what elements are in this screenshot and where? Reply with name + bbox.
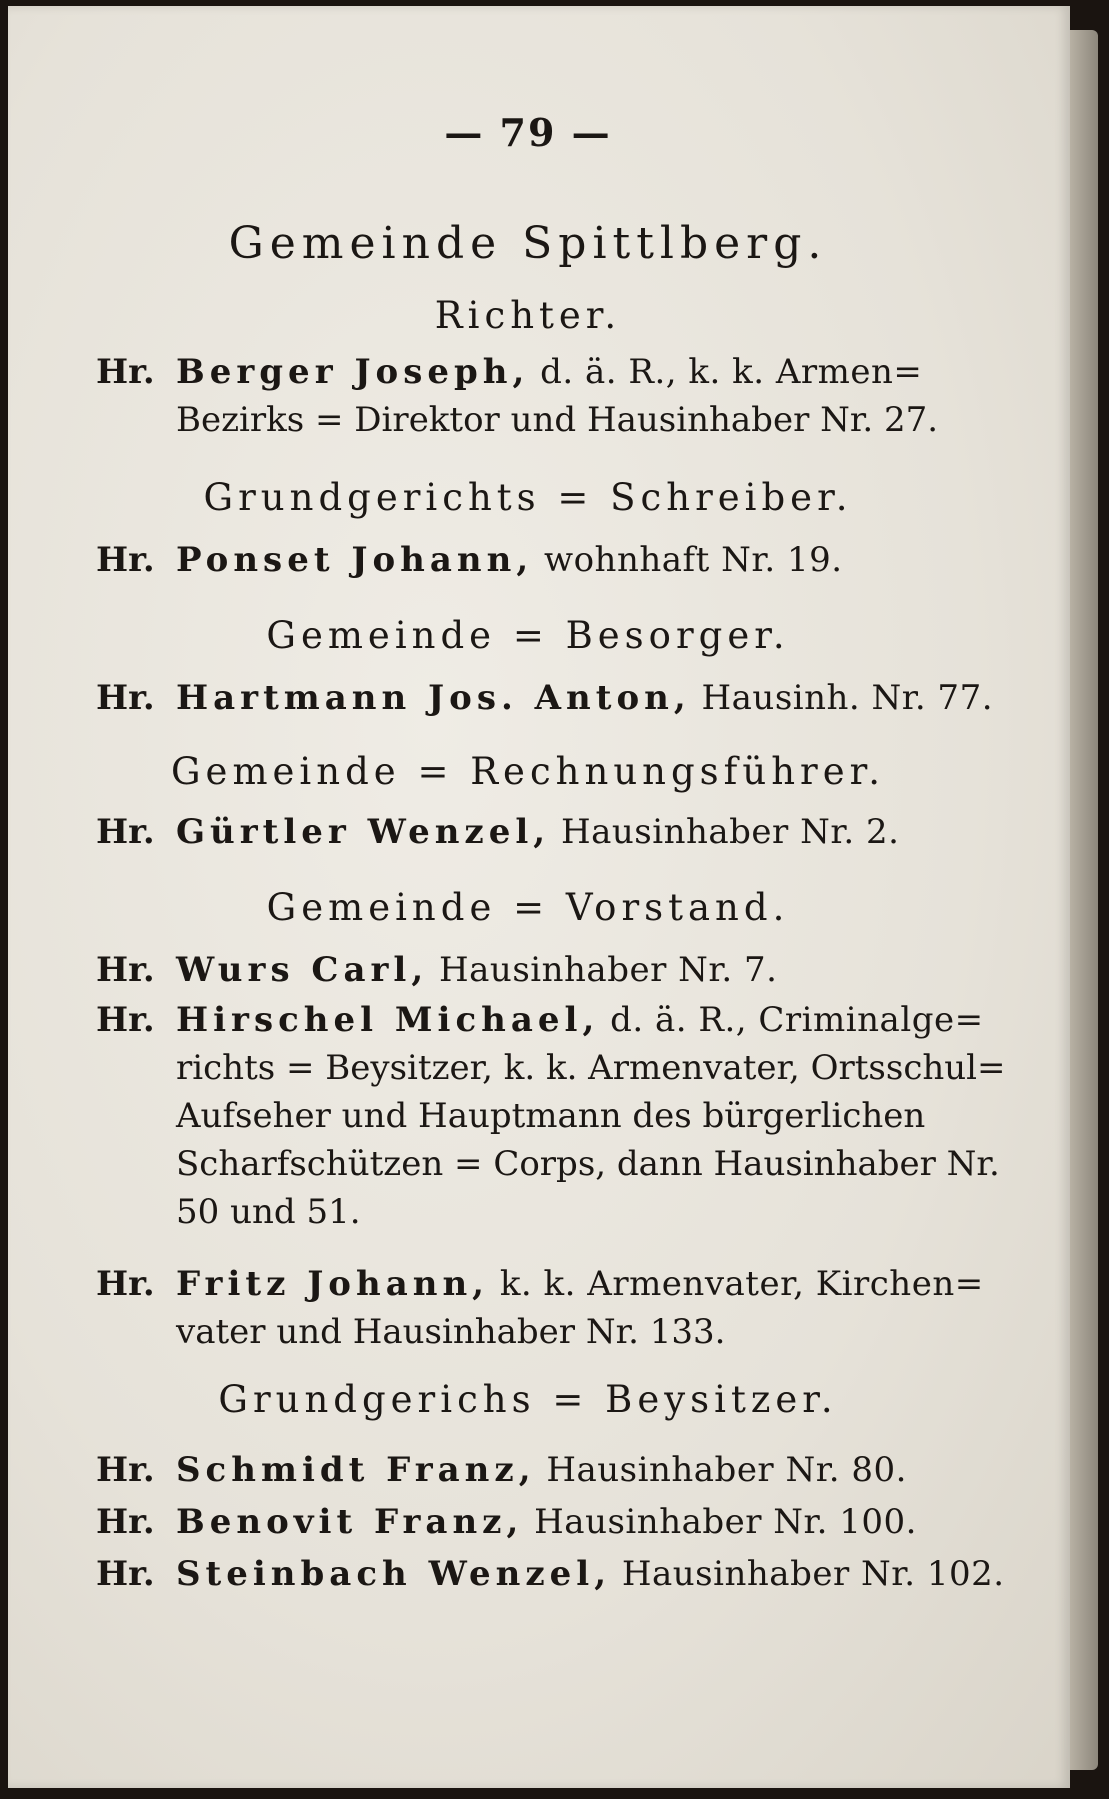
entry-hartmann-anton [96, 674, 994, 722]
section-heading-schreiber: Grundgerichts = Schreiber. [203, 476, 853, 519]
entry-prefix: Hr. [96, 352, 155, 392]
entry-ponset-johann [96, 536, 976, 584]
entry-prefix: Hr. [96, 1264, 155, 1304]
entry-prefix: Hr. [96, 1450, 155, 1490]
entry-name: Benovit Franz, [176, 1502, 524, 1542]
entry-name: Ponset Johann, [176, 540, 534, 580]
entry-berger-joseph [96, 348, 976, 444]
section-heading-beysitzer: Grundgerichs = Beysitzer. [218, 1378, 838, 1421]
entry-prefix: Hr. [96, 1502, 155, 1542]
entry-name: Berger Joseph, [176, 352, 530, 392]
entry-prefix: Hr. [96, 540, 155, 580]
entry-line: vater und Hausinhaber Nr. 133. [176, 1312, 726, 1352]
entry-fritz-johann [96, 1260, 984, 1356]
page-sheet [8, 6, 1070, 1788]
section-heading-vorstand: Gemeinde = Vorstand. [266, 886, 790, 929]
entry-line: Hausinhaber Nr. 2. [560, 812, 900, 852]
entry-benovit-franz [96, 1498, 976, 1546]
section-heading-rechnungsfuehrer: Gemeinde = Rechnungsführer. [171, 750, 885, 793]
section-heading-richter: Richter. [434, 294, 622, 337]
entry-line: d. ä. R., k. k. Armen= [540, 352, 923, 392]
entry-name: Steinbach Wenzel, [176, 1554, 612, 1594]
entry-line: Hausinh. Nr. 77. [701, 678, 994, 718]
entry-name: Gürtler Wenzel, [176, 812, 551, 852]
entry-prefix: Hr. [96, 950, 155, 990]
entry-name: Hirschel Michael, [176, 1000, 600, 1040]
entry-line: k. k. Armenvater, Kirchen= [499, 1264, 984, 1304]
entry-line: 50 und 51. [176, 1192, 361, 1232]
entry-hirschel-michael [96, 996, 1006, 1236]
entry-line: wohnhaft Nr. 19. [543, 540, 843, 580]
page-title: Gemeinde Spittlberg. [228, 218, 828, 269]
entry-steinbach-wenzel [96, 1550, 1005, 1598]
entry-name: Schmidt Franz, [176, 1450, 536, 1490]
entry-prefix: Hr. [96, 1000, 155, 1040]
entry-line: Hausinhaber Nr. 7. [439, 950, 778, 990]
entry-prefix: Hr. [96, 1554, 155, 1594]
entry-name: Hartmann Jos. Anton, [176, 678, 691, 718]
entry-line: Hausinhaber Nr. 102. [621, 1554, 1005, 1594]
entry-name: Wurs Carl, [176, 950, 429, 990]
entry-line: richts = Beysitzer, k. k. Armenvater, Ortsschul= [176, 1048, 1006, 1088]
entry-line: Hausinhaber Nr. 100. [534, 1502, 917, 1542]
section-heading-besorger: Gemeinde = Besorger. [266, 614, 790, 657]
entry-wurs-carl [96, 946, 976, 994]
entry-line: Hausinhaber Nr. 80. [546, 1450, 907, 1490]
entry-line: d. ä. R., Criminalge= [610, 1000, 984, 1040]
entry-line: Scharfschützen = Corps, dann Hausinhaber Nr. [176, 1144, 1000, 1184]
entry-prefix: Hr. [96, 812, 155, 852]
entry-prefix: Hr. [96, 678, 155, 718]
entry-schmidt-franz [96, 1446, 976, 1494]
entry-name: Fritz Johann, [176, 1264, 490, 1304]
entry-guertler-wenzel [96, 808, 976, 856]
entry-line: Bezirks = Direktor und Hausinhaber Nr. 27. [176, 400, 939, 440]
page-number: — 79 — [444, 110, 612, 155]
entry-line: Aufseher und Hauptmann des bürgerlichen [176, 1096, 926, 1136]
